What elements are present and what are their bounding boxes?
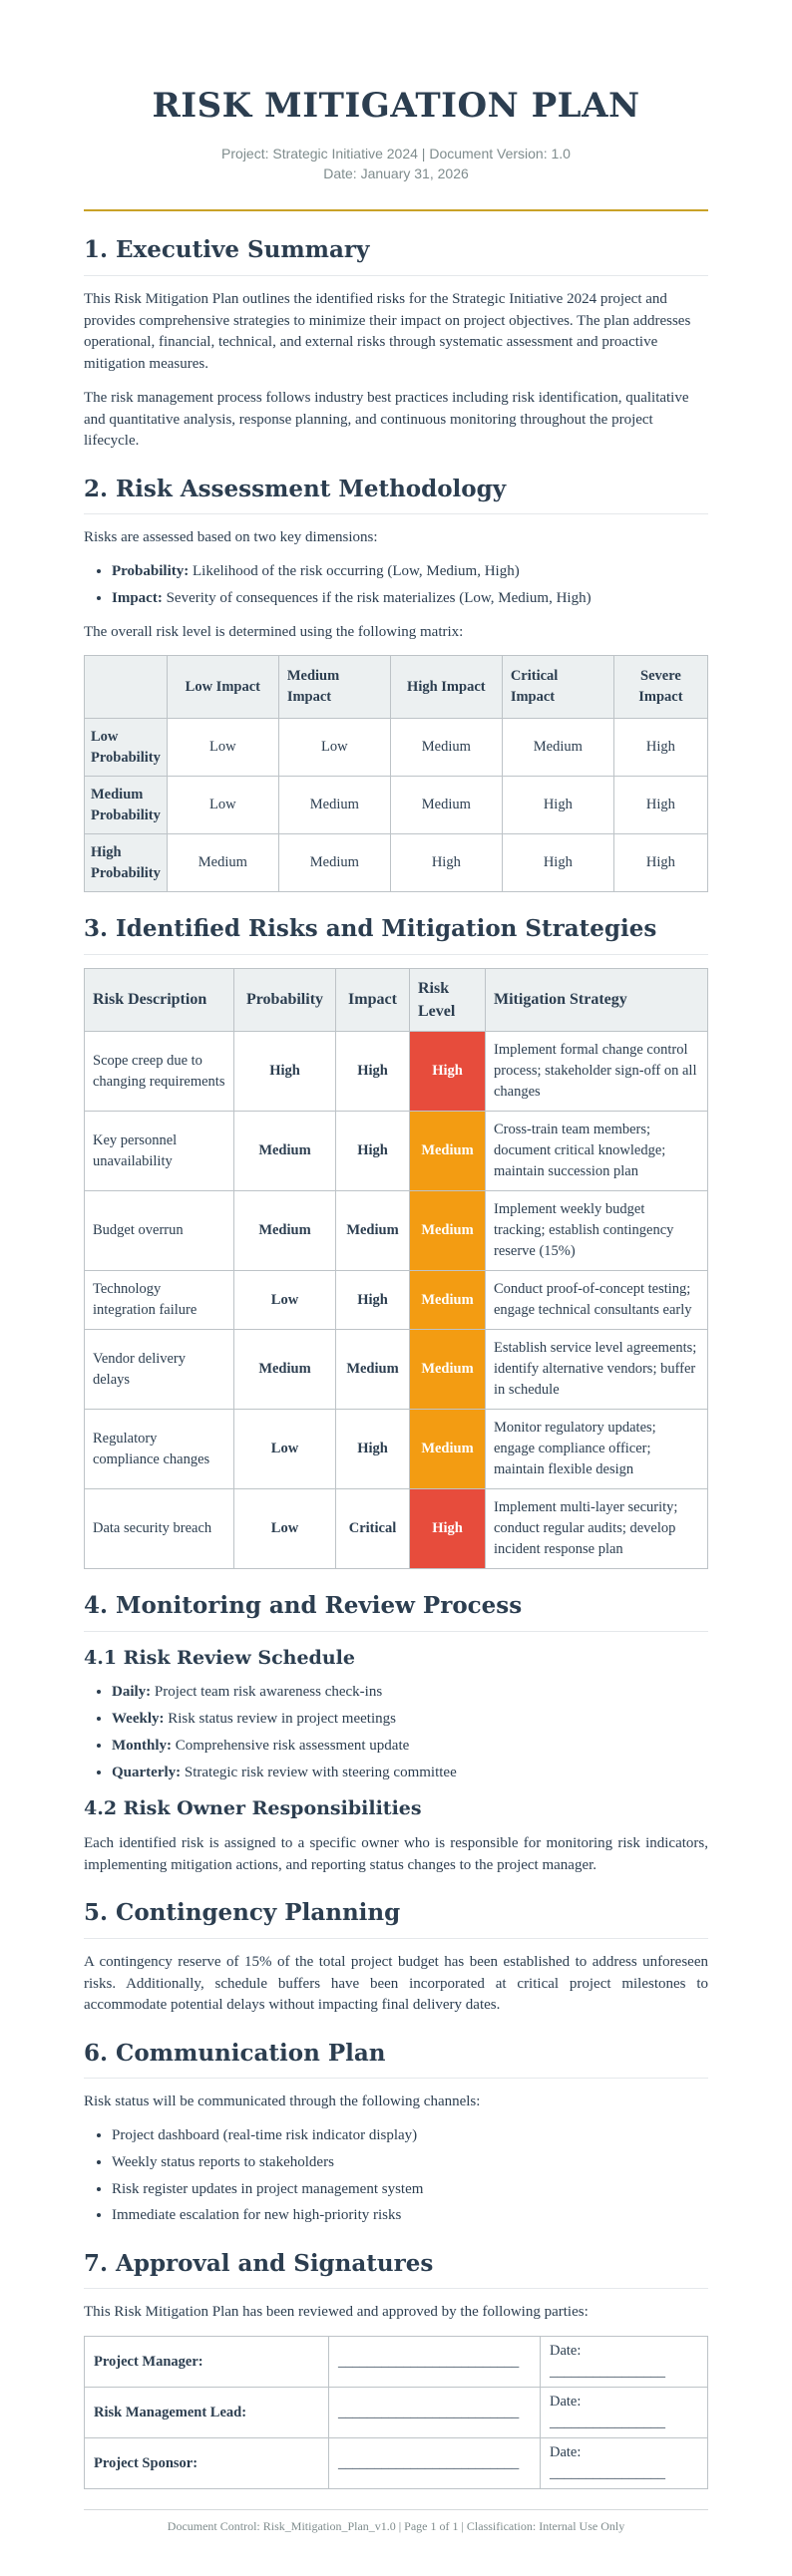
section-heading: 3. Identified Risks and Mitigation Strategies [84,912,708,954]
list-term: Weekly: [112,1711,165,1728]
risk-description: Technology integration failure [85,1271,234,1330]
risk-impact: High [336,1032,410,1112]
mitigation-strategy: Establish service level agreements; identify alternative vendors; buffer in schedule [486,1330,708,1410]
table-cell: Medium [167,834,278,892]
risk-description: Vendor delivery delays [85,1330,234,1410]
section-heading: 2. Risk Assessment Methodology [84,473,708,514]
section-approval [84,2247,708,2489]
list-text: Severity of consequences if the risk materializes (Low, Medium, High) [162,589,592,606]
list-term: Daily: [112,1684,152,1701]
mitigation-strategy: Implement multi-layer security; conduct regular audits; develop incident response plan [486,1489,708,1569]
risk-description: Key personnel unavailability [85,1112,234,1191]
table-row [85,719,708,777]
risk-probability: Low [234,1489,336,1569]
column-header: Medium Impact [278,656,390,719]
table-cell: Low [167,777,278,834]
column-header: Impact [336,968,410,1031]
table-cell: Medium [390,777,502,834]
table-cell: High [390,834,502,892]
risk-description: Data security breach [85,1489,234,1569]
signature-line: _________________________ [329,2337,541,2388]
paragraph: The risk management process follows industry best practices including risk identification, qualitative and quantitative analysis, response planning, and continuous monitoring throughout the project lifecycle. [84,389,689,450]
mitigation-strategy: Implement weekly budget tracking; establish contingency reserve (15%) [486,1191,708,1271]
row-header: Low Probability [85,719,168,777]
mitigation-strategy: Conduct proof-of-concept testing; engage technical consultants early [486,1271,708,1330]
signatory-role: Project Manager: [85,2337,329,2388]
channel-list [112,2125,708,2227]
paragraph: Risks are assessed based on two key dimensions: [84,529,378,546]
table-cell: High [613,834,707,892]
list-text: Likelihood of the risk occurring (Low, Medium, High) [189,563,520,580]
risk-level-badge: Medium [410,1271,486,1330]
list-term: Impact: [112,589,163,606]
document-date: Date: January 31, 2026 [323,164,469,181]
column-header: Risk Description [85,968,234,1031]
list-item: • Project dashboard (real-time risk indicator display) [112,2125,708,2147]
document-meta [84,145,708,183]
list-text: Project team risk awareness check-ins [151,1684,383,1701]
column-header: Mitigation Strategy [486,968,708,1031]
list-text: Risk status review in project meetings [164,1711,396,1728]
dimension-list [112,561,708,610]
risk-level-badge: Medium [410,1112,486,1191]
table-cell: Medium [390,719,502,777]
mitigation-strategy: Cross-train team members; document critical knowledge; maintain succession plan [486,1112,708,1191]
column-header: Severe Impact [613,656,707,719]
table-row [85,2337,708,2388]
risk-level-badge: Medium [410,1410,486,1489]
date-line: Date: ________________ [541,2337,708,2388]
list-item: • Immediate escalation for new high-priority risks [112,2205,708,2227]
row-header: High Probability [85,834,168,892]
date-line: Date: ________________ [541,2438,708,2489]
table-cell: Low [167,719,278,777]
signature-table [84,2336,708,2489]
paragraph: Risk status will be communicated through the following channels: [84,2093,481,2110]
table-cell: Medium [278,777,390,834]
section-identified-risks [84,912,708,1569]
section-heading: 4. Monitoring and Review Process [84,1589,708,1631]
column-header: Probability [234,968,336,1031]
table-row [85,2388,708,2438]
risk-description: Regulatory compliance changes [85,1410,234,1489]
risk-probability: Low [234,1410,336,1489]
list-item: • Weekly status reports to stakeholders [112,2152,708,2174]
list-term: Monthly: [112,1737,172,1754]
list-term: Quarterly: [112,1764,182,1780]
risk-level-badge: High [410,1489,486,1569]
risk-impact: Medium [336,1330,410,1410]
list-item [112,1682,708,1704]
table-row [85,1271,708,1330]
table-row [85,1032,708,1112]
risk-description: Budget overrun [85,1191,234,1271]
list-text: Comprehensive risk assessment update [172,1737,410,1754]
risk-level-badge: High [410,1032,486,1112]
section-communication [84,2037,708,2227]
risk-level-badge: Medium [410,1191,486,1271]
column-header: Critical Impact [502,656,613,719]
risk-probability: Medium [234,1191,336,1271]
table-row [85,2438,708,2489]
section-heading: 6. Communication Plan [84,2037,708,2079]
document-title: RISK MITIGATION PLAN [152,86,640,126]
list-item [112,561,708,583]
risk-impact: High [336,1410,410,1489]
risk-probability: Medium [234,1330,336,1410]
table-cell: Medium [278,834,390,892]
subsection-heading: 4.2 Risk Owner Responsibilities [84,1797,422,1820]
section-executive-summary [84,233,708,453]
risk-impact: Medium [336,1191,410,1271]
table-cell: High [613,719,707,777]
risk-description: Scope creep due to changing requirements [85,1032,234,1112]
risk-matrix-table [84,655,708,892]
column-header: Low Impact [167,656,278,719]
mitigation-strategy: Monitor regulatory updates; engage compliance officer; maintain flexible design [486,1410,708,1489]
table-row [85,834,708,892]
list-term: Probability: [112,563,190,580]
risk-impact: High [336,1112,410,1191]
risk-probability: Low [234,1271,336,1330]
table-cell: Medium [502,719,613,777]
review-schedule-list [112,1682,708,1783]
table-cell: High [502,777,613,834]
section-heading: 5. Contingency Planning [84,1896,708,1938]
row-header: Medium Probability [85,777,168,834]
section-heading: 1. Executive Summary [84,233,708,275]
risk-impact: Critical [336,1489,410,1569]
paragraph: This Risk Mitigation Plan outlines the identified risks for the Strategic Initiative 2024 project and provides comprehensive strategies to minimize their impact on project objectives. The plan addresses operational, financial, technical, and external risks through systematic assessment and proactive mitigation measures. [84,290,691,373]
risk-probability: High [234,1032,336,1112]
section-methodology [84,473,708,892]
list-text: Strategic risk review with steering committee [181,1764,457,1780]
list-item [112,1736,708,1758]
paragraph: A contingency reserve of 15% of the total project budget has been established to address unforeseen risks. Additionally, schedule buffers have been incorporated at critical project milestones to accommodate potential delays without impacting final delivery dates. [84,1953,708,2014]
table-row [85,1410,708,1489]
table-corner-cell [85,656,168,719]
section-contingency [84,1896,708,2017]
list-item: • Risk register updates in project management system [112,2179,708,2201]
column-header: High Impact [390,656,502,719]
signature-line: _________________________ [329,2438,541,2489]
paragraph: The overall risk level is determined using the following matrix: [84,623,464,640]
risk-register-table [84,968,708,1570]
section-heading: 7. Approval and Signatures [84,2247,708,2289]
table-header-row [85,968,708,1031]
section-monitoring [84,1589,708,1876]
signature-line: _________________________ [329,2388,541,2438]
project-version-line: Project: Strategic Initiative 2024 | Document Version: 1.0 [221,146,571,162]
table-row [85,1489,708,1569]
paragraph: Each identified risk is assigned to a specific owner who is responsible for monitoring risk indicators, implementing mitigation actions, and reporting status changes to the project manager. [84,1834,708,1873]
date-line: Date: ________________ [541,2388,708,2438]
column-header: Risk Level [410,968,486,1031]
table-row [85,777,708,834]
table-row [85,1191,708,1271]
signatory-role: Project Sponsor: [85,2438,329,2489]
risk-level-badge: Medium [410,1330,486,1410]
list-item [112,1709,708,1731]
table-cell: Low [278,719,390,777]
table-cell: High [613,777,707,834]
list-item [112,1763,708,1784]
subsection-heading: 4.1 Risk Review Schedule [84,1646,355,1669]
table-cell: High [502,834,613,892]
document-header [84,82,708,211]
table-header-row [85,656,708,719]
table-row [85,1112,708,1191]
document-footer: Document Control: Risk_Mitigation_Plan_v1.0 | Page 1 of 1 | Classification: Internal Use Only [84,2509,708,2535]
mitigation-strategy: Implement formal change control process; stakeholder sign-off on all changes [486,1032,708,1112]
risk-impact: High [336,1271,410,1330]
list-item [112,588,708,610]
table-row [85,1330,708,1410]
paragraph: This Risk Mitigation Plan has been reviewed and approved by the following parties: [84,2304,589,2321]
risk-probability: Medium [234,1112,336,1191]
signatory-role: Risk Management Lead: [85,2388,329,2438]
